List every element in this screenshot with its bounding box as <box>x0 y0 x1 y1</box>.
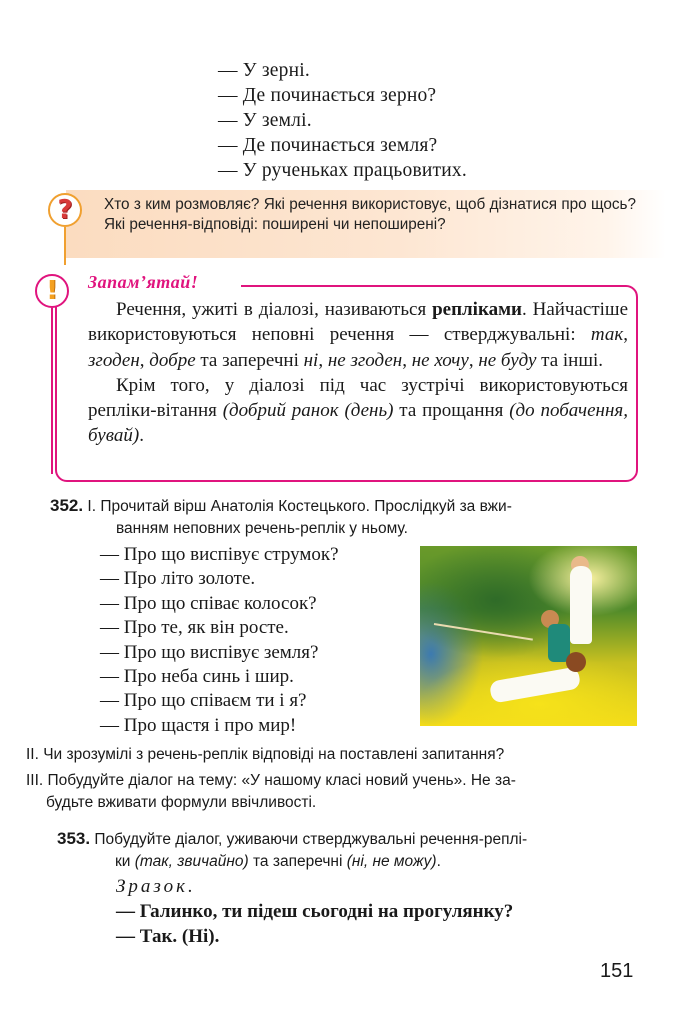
example: (так, звичайно) <box>134 853 249 870</box>
dialog-line: — Де починається земля? <box>218 135 438 156</box>
example: згоден <box>88 349 140 371</box>
text: та прощання <box>393 400 510 422</box>
text: Речення, ужиті в діалозі, називаються <box>116 299 433 320</box>
text: та заперечні <box>195 349 304 371</box>
question-text: Хто з ким розмовляє? Які речення використовує, щоб дізнатися про щось? Які речення-відповіді: поширені чи непоширені? <box>104 196 636 233</box>
opening-dialog <box>218 58 467 183</box>
task-3: ІІІ. Побудуйте діалог на тему: «У нашому класі новий учень». Не за- <box>26 772 516 789</box>
text: та заперечні <box>248 853 347 870</box>
poem <box>100 543 339 738</box>
exercise-352-tasks-2-3 <box>26 744 646 814</box>
rule-paragraph-2 <box>88 373 628 449</box>
remember-title: Запам’ятай! <box>88 272 199 292</box>
text: , <box>318 349 328 371</box>
exercise-352-task-1 <box>50 495 640 540</box>
example: (до побачення, бувай) <box>88 400 628 447</box>
task-text: Побудуйте діалог, уживаючи стверджувальні речення-реплі- <box>94 831 528 848</box>
sample-label: Зразок. <box>116 876 196 897</box>
text: та інші. <box>536 349 603 371</box>
question-mark-icon: ? <box>48 193 82 227</box>
example: (ні, не можу) <box>346 853 437 870</box>
text: , <box>468 349 479 371</box>
sample-line: — Так. (Ні). <box>116 926 220 947</box>
poem-line: — Про те, як він росте. <box>100 617 289 639</box>
fishing-rod <box>434 623 533 641</box>
girl-figure <box>570 566 592 644</box>
poem-line: — Про що співаєм ти і я? <box>100 690 307 712</box>
example: добре <box>149 349 196 371</box>
task-2: ІІ. Чи зрозумілі з речень-реплік відповіді на поставлені запитання? <box>26 746 505 763</box>
poem-line: — Про що виспівує земля? <box>100 641 319 663</box>
exercise-number: 353. <box>57 829 91 848</box>
text: . Найчастіше використовуються неповні речення — стверджувальні: <box>88 299 628 346</box>
dialog-line: — У зерні. <box>218 60 310 81</box>
sample-dialog <box>116 874 513 949</box>
painting-children-fishing <box>420 546 637 726</box>
exclamation-mark-icon: ! <box>35 274 69 308</box>
example: не згоден <box>327 349 403 371</box>
example: ні <box>303 349 319 371</box>
exercise-number: 352. <box>50 496 84 515</box>
page-number: 151 <box>600 960 634 982</box>
poem-line: — Про що співає колосок? <box>100 592 317 614</box>
poem-line: — Про що виспівує струмок? <box>100 544 339 565</box>
dialog-line: — Де починається зерно? <box>218 85 437 106</box>
task-text: ванням неповних речень-реплік у ньому. <box>116 520 408 537</box>
task-3-continued: будьте вживати формули ввічливості. <box>46 794 317 811</box>
example: не хочу <box>411 349 469 371</box>
example: (добрий ранок (день) <box>222 400 394 422</box>
text: . <box>436 853 441 870</box>
example: так <box>590 324 624 346</box>
task-text-line-2 <box>57 851 640 873</box>
text: , <box>402 349 412 371</box>
text: , <box>623 324 628 346</box>
poem-line: — Про літо золоте. <box>100 568 256 590</box>
text: . <box>139 425 144 447</box>
dialog-line: — У землі. <box>218 110 312 131</box>
poem-line: — Про щастя і про мир! <box>100 714 297 736</box>
task-text: І. Прочитай вірш Анатолія Костецького. Прослідкуй за вжи- <box>87 498 512 515</box>
exercise-353 <box>57 828 640 873</box>
text: ки <box>115 853 135 870</box>
lying-child-figure <box>489 666 581 703</box>
term-replicas: репліками <box>432 299 522 320</box>
text: , <box>139 349 150 371</box>
poem-line: — Про неба синь і шир. <box>100 666 294 688</box>
text: Крім того, у діалозі під час зустрічі використовуються репліки-вітання <box>88 374 628 422</box>
dialog-line: — У рученьках працьовитих. <box>218 160 467 181</box>
remember-rule-text <box>88 297 628 449</box>
exclamation-icon-stem <box>51 308 53 474</box>
lying-child-head <box>566 652 586 672</box>
sample-line: — Галинко, ти підеш сьогодні на прогулянку? <box>116 901 514 922</box>
question-icon-stem <box>64 227 66 265</box>
rule-paragraph-1 <box>88 297 628 373</box>
example: не буду <box>478 349 537 371</box>
